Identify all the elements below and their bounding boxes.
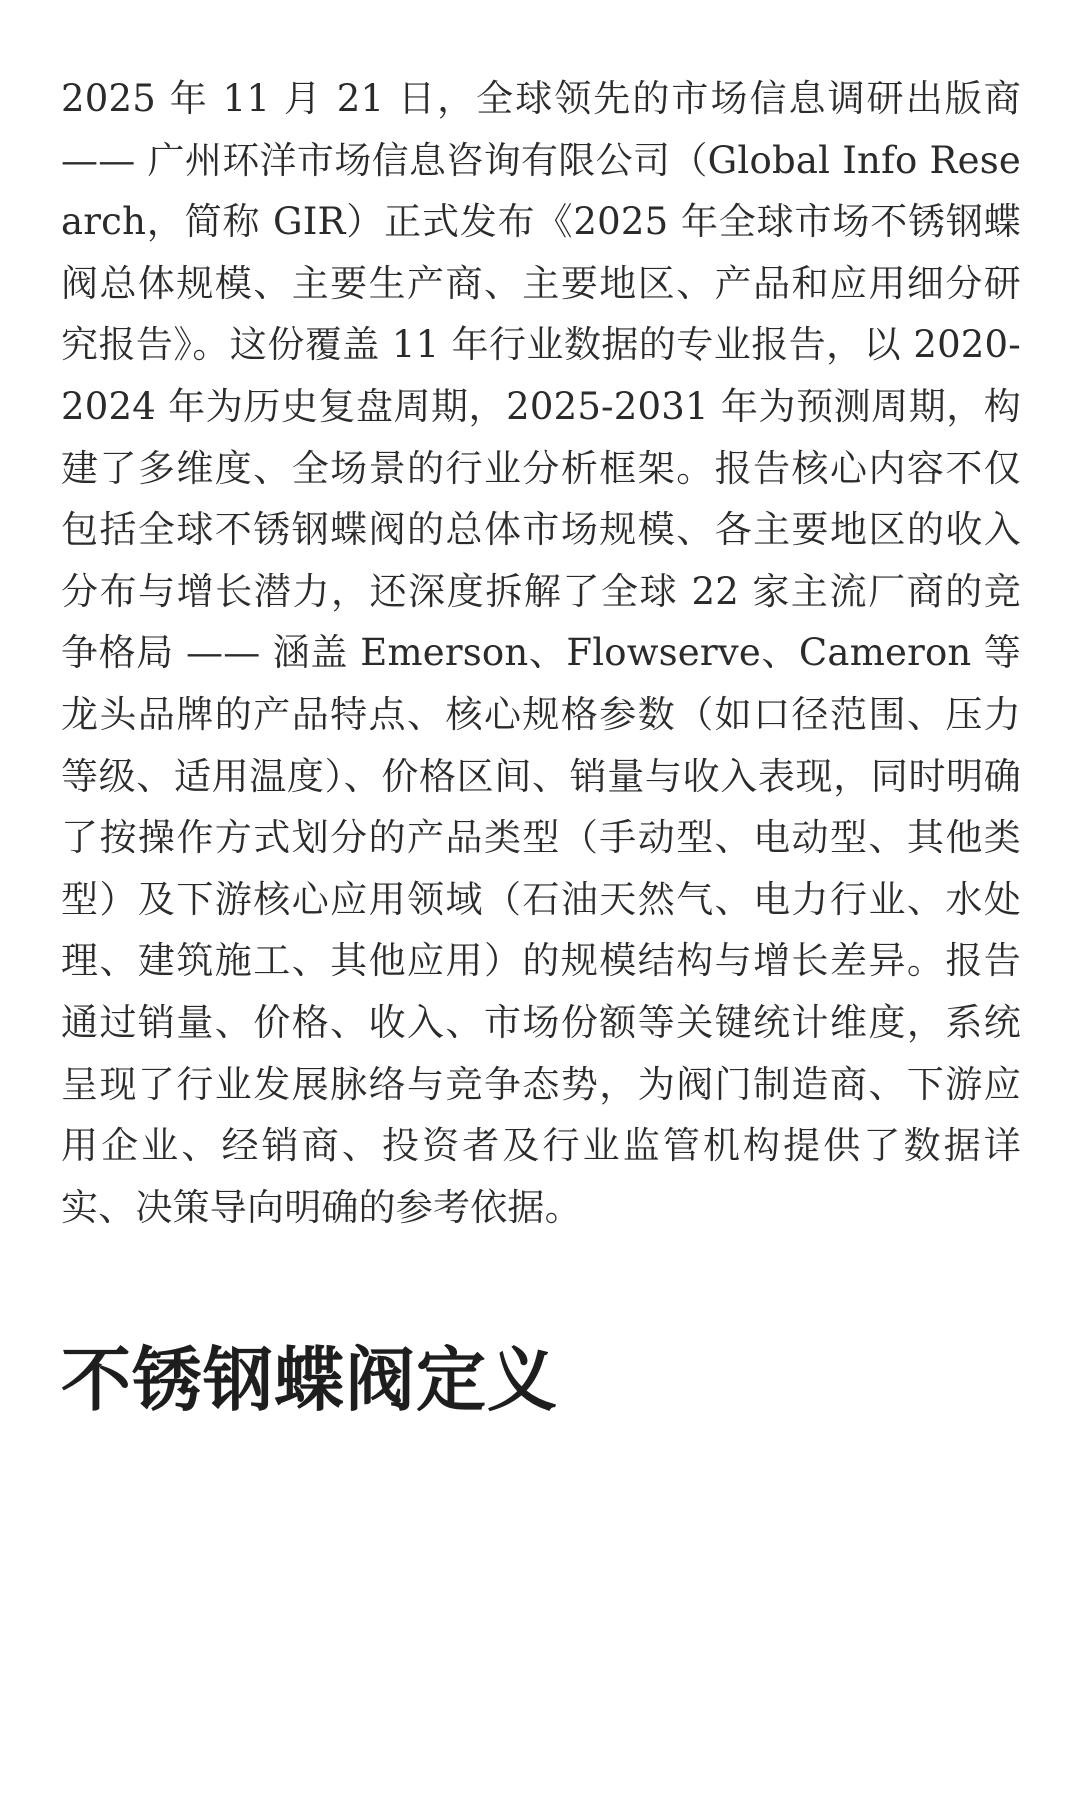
article-content — [61, 68, 1021, 1428]
article-paragraph: 2025 年 11 月 21 日，全球领先的市场信息调研出版商 —— 广州环洋市场信息咨询有限公司（Global Info Research，简称 GIR）正式发布《2025 年全球市场不锈钢蝶阀总体规模、主要生产商、主要地区、产品和应用细分研究报告》。这份覆盖 11 年行业数据的专业报告，以 2020-2024 年为历史复盘周期，2025-2031 年为预测周期，构建了多维度、全场景的行业分析框架。报告核心内容不仅包括全球不锈钢蝶阀的总体市场规模、各主要地区的收入分布与增长潜力，还深度拆解了全球 22 家主流厂商的竞争格局 —— 涵盖 Emerson、Flowserve、Cameron 等龙头品牌的产品特点、核心规格参数（如口径范围、压力等级、适用温度）、价格区间、销量与收入表现，同时明确了按操作方式划分的产品类型（手动型、电动型、其他类型）及下游核心应用领域（石油天然气、电力行业、水处理、建筑施工、其他应用）的规模结构与增长差异。报告通过销量、价格、收入、市场份额等关键统计维度，系统呈现了行业发展脉络与竞争态势，为阀门制造商、下游应用企业、经销商、投资者及行业监管机构提供了数据详实、决策导向明确的参考依据。 — [61, 77, 1021, 1229]
section-heading: 不锈钢蝶阀定义 — [61, 1338, 558, 1422]
